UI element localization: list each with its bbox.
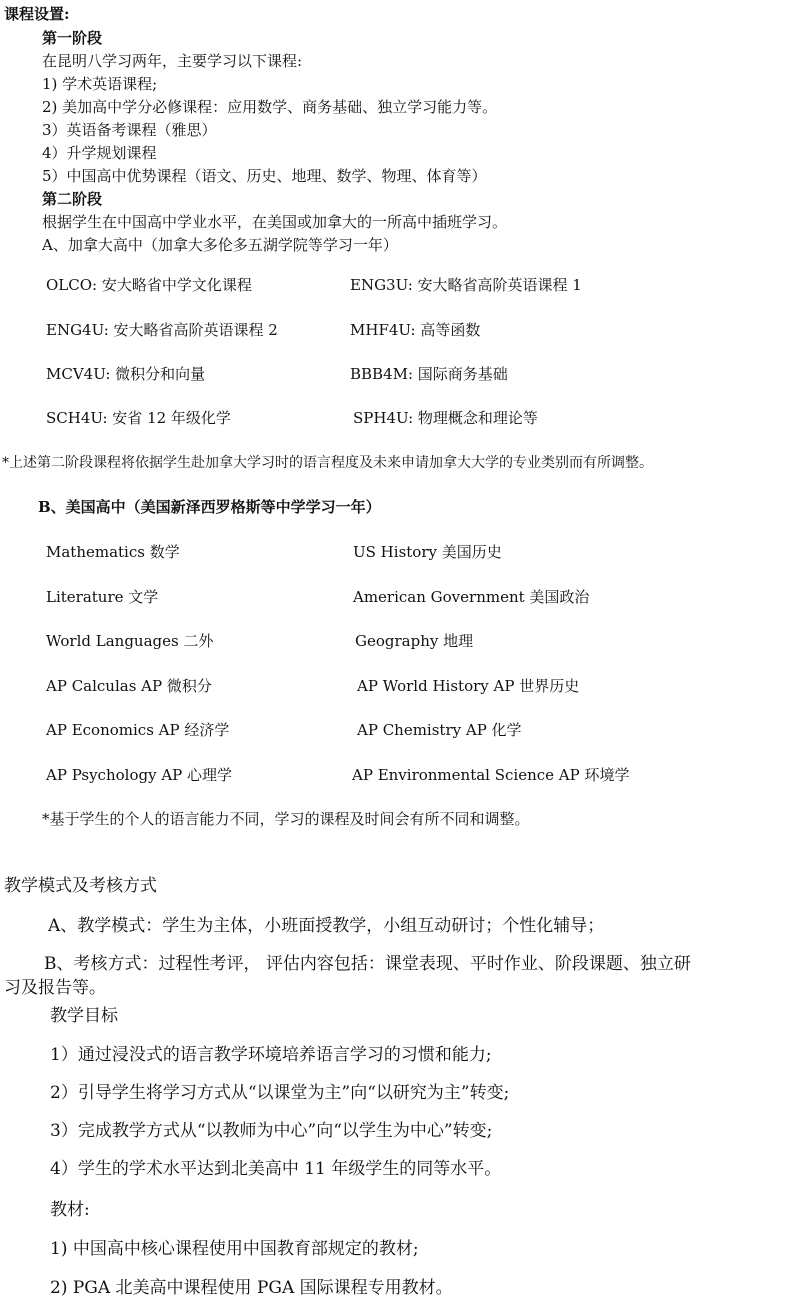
usa-course: AP Calculas AP 微积分	[46, 677, 212, 695]
stage2-intro: 根据学生在中国高中学业水平，在美国或加拿大的一所高中插班学习。	[42, 213, 508, 231]
teaching-mode: A、教学模式：学生为主体，小班面授教学，小组互动研讨；个性化辅导；	[48, 916, 605, 936]
stage2-title: 第二阶段	[42, 190, 103, 208]
stage1-item: 3）英语备考课程（雅思）	[42, 121, 217, 139]
textbooks-heading: 教材:	[50, 1200, 90, 1220]
canada-course: ENG4U: 安大略省高阶英语课程 2	[46, 321, 278, 339]
stage1-title: 第一阶段	[42, 29, 103, 47]
canada-course: MHF4U: 高等函数	[350, 321, 481, 339]
goal-item: 1）通过浸没式的语言教学环境培养语言学习的习惯和能力;	[50, 1045, 492, 1065]
stage1-item: 2) 美加高中学分必修课程：应用数学、商务基础、独立学习能力等。	[42, 98, 498, 116]
teaching-heading: 教学模式及考核方式	[4, 876, 157, 896]
teaching-assessment-line2: 习及报告等。	[4, 978, 106, 998]
goals-heading: 教学目标	[50, 1006, 118, 1026]
stage1-item: 1) 学术英语课程;	[42, 75, 158, 93]
textbook-item: 1) 中国高中核心课程使用中国教育部规定的教材;	[50, 1239, 419, 1259]
usa-course: AP Economics AP 经济学	[46, 721, 230, 739]
usa-course: AP World History AP 世界历史	[357, 677, 580, 695]
canada-course: SCH4U: 安省 12 年级化学	[46, 409, 231, 427]
canada-note: *上述第二阶段课程将依据学生赴加拿大学习时的语言程度及未来申请加拿大大学的专业类别而有所调整。	[2, 455, 653, 471]
canada-course: MCV4U: 微积分和向量	[46, 365, 206, 383]
usa-course: World Languages 二外	[46, 632, 214, 650]
canada-course: ENG3U: 安大略省高阶英语课程 1	[350, 276, 582, 294]
usa-course: Literature 文学	[46, 588, 159, 606]
stage1-intro: 在昆明八学习两年，主要学习以下课程:	[42, 52, 303, 70]
canada-course: BBB4M: 国际商务基础	[350, 365, 508, 383]
usa-course: Geography 地理	[355, 632, 474, 650]
stage1-item: 5）中国高中优势课程（语文、历史、地理、数学、物理、体育等）	[42, 167, 487, 185]
usa-course: AP Environmental Science AP 环境学	[352, 766, 630, 784]
goal-item: 3）完成教学方式从“以教师为中心”向“以学生为中心”转变;	[50, 1121, 493, 1141]
goal-item: 2）引导学生将学习方式从“以课堂为主”向“以研究为主”转变;	[50, 1083, 510, 1103]
usa-note: *基于学生的个人的语言能力不同，学习的课程及时间会有所不同和调整。	[42, 810, 530, 828]
course-setup-heading: 课程设置:	[4, 5, 70, 23]
stage1-item: 4）升学规划课程	[42, 144, 157, 162]
usa-course: Mathematics 数学	[46, 543, 180, 561]
usa-title: B、美国高中（美国新泽西罗格斯等中学学习一年）	[38, 498, 381, 516]
canada-title: A、加拿大高中（加拿大多伦多五湖学院等学习一年）	[42, 236, 398, 254]
textbook-item: 2) PGA 北美高中课程使用 PGA 国际课程专用教材。	[50, 1278, 453, 1298]
usa-course: American Government 美国政治	[353, 588, 590, 606]
canada-course: OLCO: 安大略省中学文化课程	[46, 276, 252, 294]
usa-course: AP Chemistry AP 化学	[357, 721, 522, 739]
teaching-assessment-line1: B、考核方式：过程性考评， 评估内容包括：课堂表现、平时作业、阶段课题、独立研	[44, 954, 691, 974]
goal-item: 4）学生的学术水平达到北美高中 11 年级学生的同等水平。	[50, 1159, 502, 1179]
canada-course: SPH4U: 物理概念和理论等	[353, 409, 538, 427]
usa-course: AP Psychology AP 心理学	[46, 766, 233, 784]
usa-course: US History 美国历史	[353, 543, 502, 561]
